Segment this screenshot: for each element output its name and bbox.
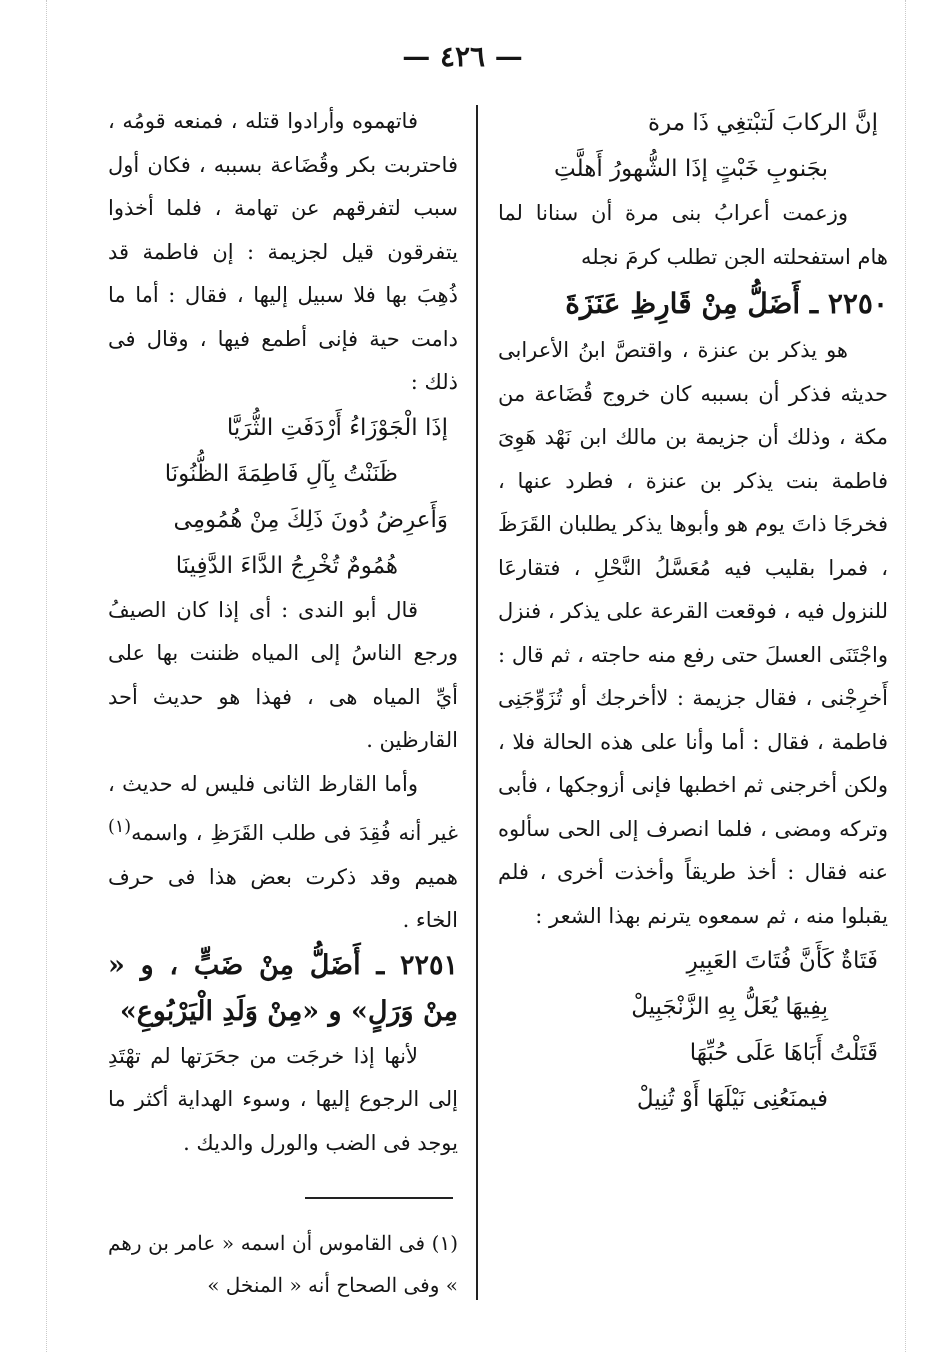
verse-line: هُمُومٌ تُخْرِجُ الدَّاءَ الدَّفِينَا — [175, 552, 398, 579]
paragraph: فاتهموه وأرادوا قتله ، فمنعه قومُه ، فاحتربت بكر وقُضَاعة بسببه ، فكان أول سبب لتفرقهم عن تهامة ، فلما أخذوا يتفرقون قيل لجزيمة : إن فاطمة قد ذُهِبَ بها فلا سبيل إليها ، فقال : أما ما دامت حية فإنى أطمع فيها ، وقال فى ذلك : — [108, 109, 458, 394]
verse-line: قَتَلْتُ أَبَاهَا عَلَى حُبِّهَا — [689, 1040, 878, 1066]
entry-heading: ٢٢٥٠ ـ أَضَلُّ مِنْ قَارِظِ عَنَزَةَ — [565, 287, 888, 320]
page-edge-dots — [905, 0, 907, 1352]
verse-line: فيمنَعُنِى نَيْلَهَا أَوْ تُنِيلْ — [636, 1086, 828, 1112]
entry-heading: ٢٢٥١ ـ أَضَلُّ مِنْ ضَبٍّ ، و « مِنْ وَرَلٍ» و «مِنْ وَلَدِ الْيَرْبُوعِ» — [108, 949, 458, 1027]
footnote-text: (١) فى القاموس أن اسمه « عامر بن رهم » وفى الصحاح أنه « المنخل » — [108, 1231, 458, 1297]
verse-line: وَأَعرِضُ دُونَ ذَلِكَ مِنْ هُمُومِى — [173, 506, 448, 533]
verse-line: إذَا الْجَوْزَاءُ أَرْدَفَتِ الثُّرَيَّا — [226, 414, 448, 441]
paragraph: وزعمت أعرابُ بنى مرة أن سنانا لما هام استفحلته الجن تطلب كرمَ نجله — [498, 201, 888, 269]
left-column — [108, 100, 458, 1165]
paragraph: هو يذكر بن عنزة ، واقتصَّ ابنُ الأعرابى حديثه فذكر أن بسببه كان خروج قُضَاعة من مكة ، وذلك أن جزيمة بن مالك ابن نَهْد هَوِىَ فاطمة بنت يذكر بن عنزة ، فطرد عنها ، فخرجَا ذاتَ يوم هو وأبوها يذكر يطلبان القَرَظَ ، فمرا بقليب فيه مُعَسَّلُ النَّحْلِ ، فتقارعَا للنزول فيه ، فوقعت القرعة على يذكر ، فنزل واجْتَنَى العسلَ حتى رفع منه حاجته ، ثم قال : أَخرِجْنى ، فقال جزيمة : لاأخرجك أو تُزَوِّجَنِى فاطمة ، فقال : أما وأنا على هذه الحالة فلا ، ولكن أخرجنى ثم اخطبها فإنى أزوجكها ، فأبى وتركه ومضى ، فلما انصرف إلى الحى سألوه عنه فقال : أخذ طريقاً وأخذت أخرى ، فلم يقبلوا منه ، ثم سمعوه يترنم بهذا الشعر : — [498, 338, 889, 928]
footnote-marker: (١) — [108, 817, 132, 837]
verse-line: بِفِيهَا يُعَلُّ بِهِ الزَّنْجَبِيلْ — [631, 994, 828, 1020]
column-divider — [476, 105, 478, 1300]
verse-line: إنَّ الركابَ لَتبْتغِي ذَا مرة — [647, 110, 878, 136]
footnote-separator — [305, 1197, 453, 1199]
paragraph-text: هميم وقد ذكرت بعض هذا فى حرف الخاء . — [108, 864, 458, 932]
verse-line: بجَنوبِ خَبْتٍ إذَا الشُّهورُ أَهلَّتِ — [554, 156, 828, 182]
paragraph — [108, 763, 458, 943]
verse-line: ظَنَنْتُ بِآلِ فَاطِمَةَ الظُّنُونَا — [164, 460, 398, 487]
page-number: — ٤٢٦ — — [402, 40, 523, 73]
paragraph: لأنها إذا خرجَت من جحَرَتها لم تهْتَدِ إلى الرجوع إليها ، وسوء الهداية أكثر ما يوجد فى الضب والورل والديك . — [108, 1043, 458, 1155]
page-edge-dots — [46, 0, 48, 1352]
right-column — [498, 100, 888, 1122]
paragraph-text: وأما القارظ الثانى فليس له حديث ، غير أنه فُقِدَ فى طلب القَرَظِ ، واسمه — [108, 771, 458, 845]
footnote — [108, 1222, 458, 1306]
paragraph: قال أبو الندى : أى إذا كان الصيفُ ورجع الناسُ إلى المياه ظننت بها على أيِّ المياه هى ، فهذا هو حديث أحد القارظين . — [108, 597, 458, 752]
verse-line: فَتَاةٌ كَأَنَّ فُتَاتَ العَبِيرِ — [686, 948, 878, 974]
